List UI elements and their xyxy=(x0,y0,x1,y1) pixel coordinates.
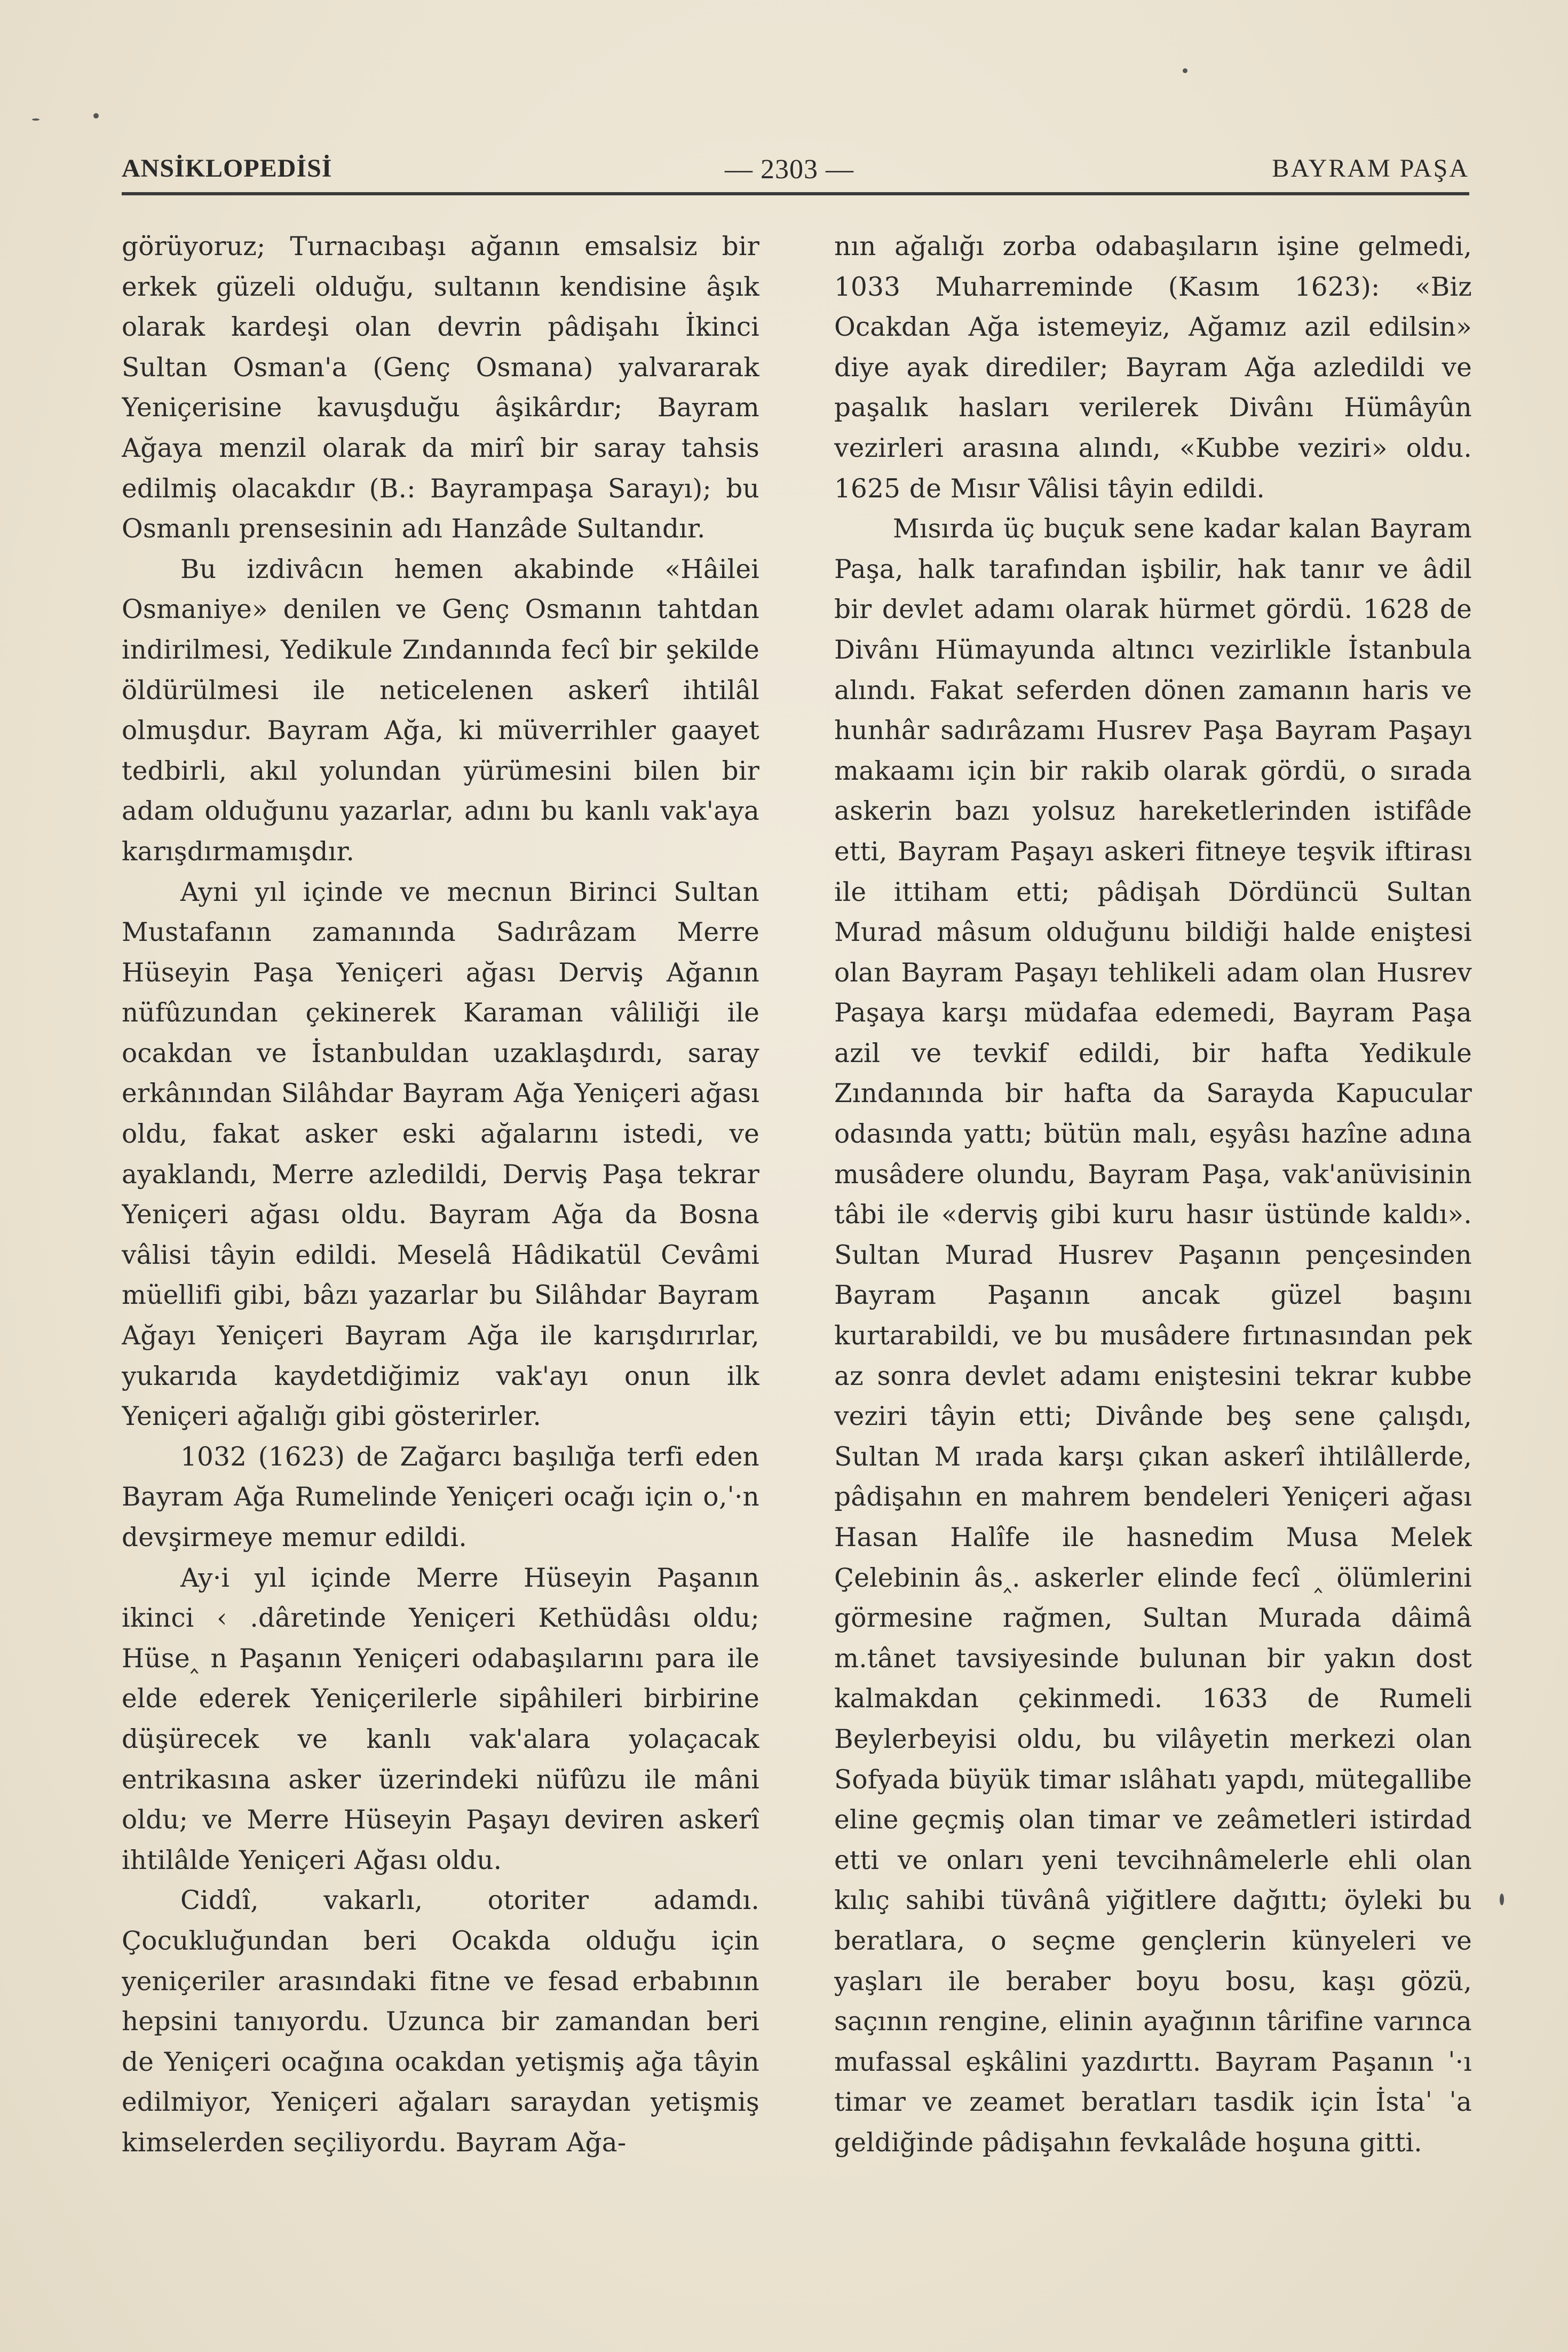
paragraph: Ay·i yıl içinde Merre Hüseyin Paşanın ikinci ‹ .dâretinde Yeniçeri Kethüdâsı oldu; Hüse‸ n Paşanın Yeniçeri odabaşılarını para ile elde ederek Yeniçerilerle sipâhileri birbirine düşürecek ve kanlı vak'alara yolaçacak entrikasına asker üzerindeki nüfûzu ile mâni oldu; ve Merre Hüseyin Paşayı deviren askerî ihtilâlde Yeniçeri Ağası oldu. xyxy=(122,1563,759,1875)
speck xyxy=(93,113,99,118)
paragraph: Mısırda üç buçuk sene kadar kalan Bayram Paşa, halk tarafından işbilir, hak tanır ve âdil bir devlet adamı olarak hürmet gördü. 1628 de Divânı Hümayunda altıncı vezirlikle İstanbula alındı. Fakat seferden dönen zamanın haris ve hunhâr sadırâzamı Husrev Paşa Bayram Paşayı makaamı için bir rakib olarak gördü, o sırada askerin bazı yolsuz hareketlerinden istifâde etti, Bayram Paşayı askeri fitneye teşvik iftirası ile ittiham etti; pâdişah Dördüncü Sultan Murad mâsum olduğunu bildiği halde eniştesi olan Bayram Paşayı tehlikeli adam olan Husrev Paşaya karşı müdafaa edemedi, Bayram Paşa azil ve tevkif edildi, bir hafta Yedikule Zındanında bir hafta da Sarayda Kapucular odasında yattı; bütün malı, eşyâsı hazîne adına musâdere olundu, Bayram Paşa, vak'anüvisinin tâbi ile «derviş gibi kuru hasır üstünde kaldı». Sultan Murad Husrev Paşanın pençesinden Bayram Paşanın ancak güzel başını kurtarabildi, ve bu musâdere fırtınasından pek az sonra devlet adamı eniştesini tekrar kubbe veziri tâyin etti; Divânde beş sene çalışdı, Sultan M ırada karşı çıkan askerî ihtilâllerde, pâdişahın en mahrem bendeleri Yeniçeri ağası Hasan Halîfe ile hasnedim Musa Melek Çelebinin âs‸. askerler elinde fecî ‸ ölümlerini görmesine rağmen, Sultan Murada dâimâ m.tânet tavsiyesinde bulunan bir yakın dost kalmakdan çekinmedi. 1633 de Rumeli Beylerbeyisi oldu, bu vilâyetin merkezi olan Sofyada büyük timar ıslâhatı yapdı, mütegallibe eline geçmiş olan timar ve zeâmetleri istirdad etti ve onları yeni tevcihnâmelerle ehli olan kılıç sahibi tüvânâ yiğitlere dağıttı; öyleki bu beratlara, o seçme gençlerin künyeleri ve yaşları ile beraber boyu bosu, kaşı gözü, saçının rengine, elinin ayağının târifine varınca mufassal eşkâlini yazdırttı. Bayram Paşanın ˈ·ı timar ve zeamet beratları tasdik için İstaˈ ˈa geldiğinde pâdişahın fevkalâde hoşuna gitti. xyxy=(834,514,1472,2158)
running-head-right: BAYRAM PAŞA xyxy=(1272,154,1469,183)
paragraph: Ciddî, vakarlı, otoriter adamdı. Çocukluğundan beri Ocakda olduğu için yeniçeriler arasındaki fitne ve fesad erbabının hepsini tanıyordu. Uzunca bir zamandan beri de Yeniçeri ocağına ocakdan yetişmiş ağa tâyin edilmiyor, Yeniçeri ağaları saraydan yetişmiş kimselerden seçiliyordu. Bayram Ağa- xyxy=(122,1886,759,2158)
right-column xyxy=(834,227,1472,2250)
page-header xyxy=(122,148,1469,191)
speck xyxy=(1500,1894,1504,1905)
page-number: — 2303 — xyxy=(725,154,854,185)
speck xyxy=(32,118,39,121)
speck xyxy=(1183,68,1187,73)
header-rule xyxy=(122,192,1469,195)
paragraph: Ayni yıl içinde ve mecnun Birinci Sultan Mustafanın zamanında Sadırâzam Merre Hüseyin Paşa Yeniçeri ağası Derviş Ağanın nüfûzundan çekinerek Karaman vâliliği ile ocakdan ve İstanbuldan uzaklaşdırdı, saray erkânından Silâhdar Bayram Ağa Yeniçeri ağası oldu, fakat asker eski ağalarını istedi, ve ayaklandı, Merre azledildi, Derviş Paşa tekrar Yeniçeri ağası oldu. Bayram Ağa da Bosna vâlisi tâyin edildi. Meselâ Hâdikatül Cevâmi müellifi gibi, bâzı yazarlar bu Silâhdar Bayram Ağayı Yeniçeri Bayram Ağa ile karışdırırlar, yukarıda kaydetdiğimiz vak'ayı onun ilk Yeniçeri ağalığı gibi gösterirler. xyxy=(122,877,759,1432)
paragraph: nın ağalığı zorba odabaşıların işine gelmedi, 1033 Muharreminde (Kasım 1623): «Biz Ocakdan Ağa istemeyiz, Ağamız azil edilsin» diye ayak dirediler; Bayram Ağa azledildi ve paşalık hasları verilerek Divânı Hümâyûn vezirleri arasına alındı, «Kubbe veziri» oldu. 1625 de Mısır Vâlisi tâyin edildi. xyxy=(834,232,1472,504)
paragraph: Bu izdivâcın hemen akabinde «Hâilei Osmaniye» denilen ve Genç Osmanın tahtdan indirilmesi, Yedikule Zındanında fecî bir şekilde öldürülmesi ile neticelenen askerî ihtilâl olmuşdur. Bayram Ağa, ki müverrihler gaayet tedbirli, akıl yolundan yürümesini bilen bir adam olduğunu yazarlar, adını bu kanlı vak'aya karışdırmamışdır. xyxy=(122,554,759,867)
paragraph: görüyoruz; Turnacıbaşı ağanın emsalsiz bir erkek güzeli olduğu, sultanın kendisine âşık olarak kardeşi olan devrin pâdişahı İkinci Sultan Osman'a (Genç Osmana) yalvararak Yeniçerisine kavuşduğu âşikârdır; Bayram Ağaya menzil olarak da mirî bir saray tahsis edilmiş olacakdır (B.: Bayrampaşa Sarayı); bu Osmanlı prensesinin adı Hanzâde Sultandır. xyxy=(122,232,759,544)
left-column xyxy=(122,227,759,2250)
paragraph: 1032 (1623) de Zağarcı başılığa terfi eden Bayram Ağa Rumelinde Yeniçeri ocağı için o‚ˈ·n devşirmeye memur edildi. xyxy=(122,1442,759,1553)
running-head-left: ANSİKLOPEDİSİ xyxy=(122,154,332,183)
